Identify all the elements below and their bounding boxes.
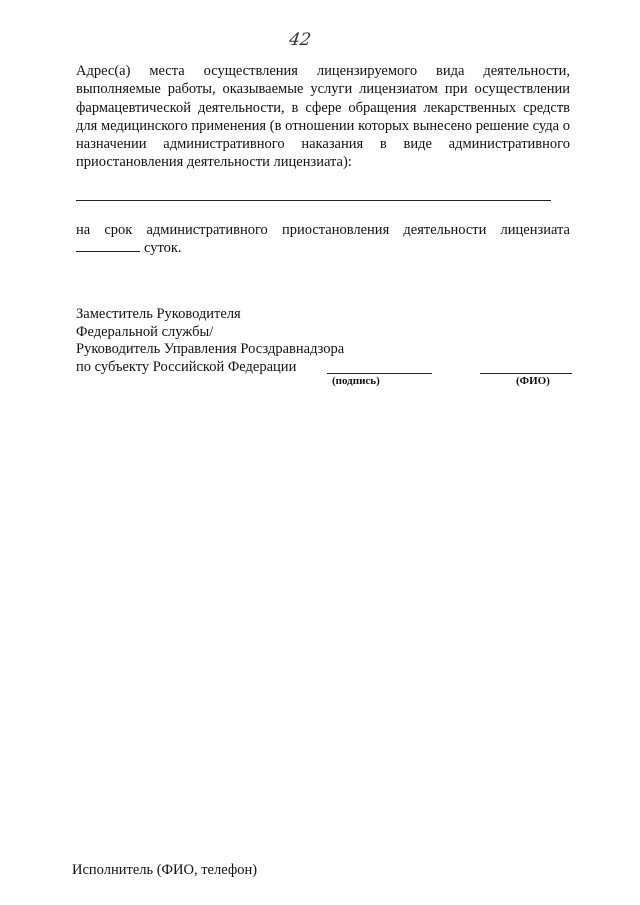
name-caption: (ФИО) xyxy=(516,375,550,387)
signatory-line-4: по субъекту Российской Федерации xyxy=(76,358,297,375)
executor-note: Исполнитель (ФИО, телефон) xyxy=(72,862,258,878)
term-paragraph xyxy=(76,221,570,258)
term-text: на срок административного приостановления деятельности лицензиата xyxy=(76,222,570,238)
signatory-title xyxy=(76,306,344,376)
signature-caption: (подпись) xyxy=(332,375,380,387)
address-fill-line xyxy=(76,200,551,201)
days-blank-field xyxy=(76,240,140,252)
address-paragraph: Адрес(а) места осуществления лицензируемого вида деятельности, выполняемые работы, оказываемые услуги лицензиатом при осуществлении фармацевтической деятельности, в сфере обращения лекарственных средств для медицинского применения (в отношении которых вынесено решение суда о назначении административного наказания в виде административного приостановления деятельности лицензиата): xyxy=(76,63,570,171)
name-fill-line xyxy=(480,373,572,374)
signatory-line-3: Руководитель Управления Росздравнадзора xyxy=(76,341,345,358)
handwritten-page-number: 42 xyxy=(287,30,313,50)
signature-fill-line xyxy=(327,373,432,374)
signatory-line-2: Федеральной службы/ xyxy=(76,323,214,340)
days-unit-text: суток. xyxy=(144,240,182,257)
signatory-line-1: Заместитель Руководителя xyxy=(76,306,241,322)
